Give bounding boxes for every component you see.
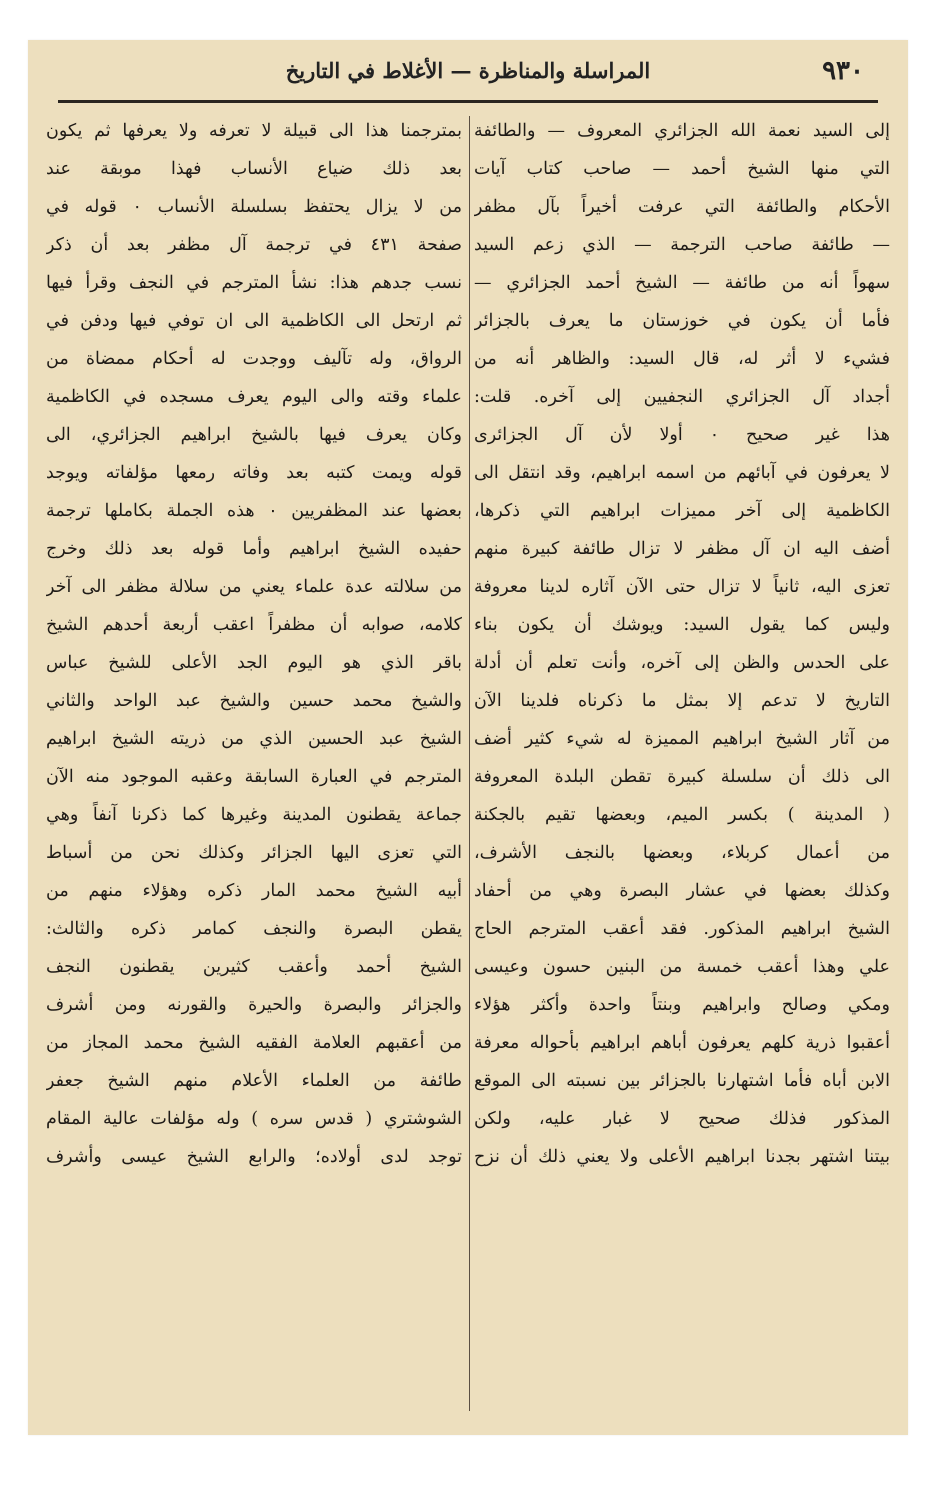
text-line: حفيده الشيخ ابراهيم وأما قوله بعد ذلك وخرج [46,539,462,559]
text-line: المذكور فذلك صحيح لا غبار عليه، ولكن [474,1109,890,1129]
text-line: أضف اليه ان آل مظفر لا تزال طائفة كبيرة منهم [474,539,890,559]
text-line: — طائفة صاحب الترجمة — الذي زعم السيد [474,235,890,255]
text-line: أبيه الشيخ محمد المار ذكره وهؤلاء منهم من [46,881,462,901]
text-line: علماء وقته والى اليوم يعرف مسجده في الكاظمية [46,387,462,407]
text-line: طائفة من العلماء الأعلام منهم الشيخ جعفر [46,1071,462,1091]
text-line: التي تعزى اليها الجزائر وكذلك نحن من أسباط [46,843,462,863]
text-line: علي وهذا أعقب خمسة من البنين حسون وعيسى [474,957,890,977]
page-header [58,54,878,100]
text-line: وكان يعرف فيها بالشيخ ابراهيم الجزائري، الى [46,425,462,445]
text-line: سهواً أنه من طائفة — الشيخ أحمد الجزائري — [474,273,890,293]
text-line: فشيء لا أثر له، قال السيد: والظاهر أنه من [474,349,890,369]
text-line: من آثار الشيخ ابراهيم المميزة له شيء كثير أضف [474,729,890,749]
text-line: أعقبوا ذرية كلهم يعرفون أباهم ابراهيم بأحواله معرفة [474,1033,890,1053]
text-line: الرواق، وله تآليف ووجدت له أحكام ممضاة من [46,349,462,369]
text-line: التي منها الشيخ أحمد — صاحب كتاب آيات [474,159,890,179]
book-page [28,40,908,1435]
column-divider [469,116,470,1411]
left-column [46,112,462,1415]
text-line: بعضها عند المظفريين ٠ هذه الجملة بكاملها ترجمة [46,501,462,521]
text-line: توجد لدى أولاده؛ والرابع الشيخ عيسى وأشرف [46,1147,462,1167]
text-line: من أعمال كربلاء، وبعضها بالنجف الأشرف، [474,843,890,863]
text-line: الابن أباه فأما اشتهارنا بالجزائر بين نسبته الى الموقع [474,1071,890,1091]
text-line: والجزائر والبصرة والحيرة والقورنه ومن أشرف [46,995,462,1015]
text-line: الشيخ عبد الحسين الذي من ذريته الشيخ ابراهيم [46,729,462,749]
text-line: وكذلك بعضها في عشار البصرة وهي من أحفاد [474,881,890,901]
text-line: بيتنا اشتهر بجدنا ابراهيم الأعلى ولا يعني ذلك أن نزح [474,1147,890,1167]
text-line: ( المدينة ) بكسر الميم، وبعضها تقيم بالجكنة [474,805,890,825]
text-line: لا يعرفون في آبائهم من اسمه ابراهيم، وقد انتقل الى [474,463,890,483]
text-line: الكاظمية إلى آخر مميزات ابراهيم التي ذكرها، [474,501,890,521]
text-line: بعد ذلك ضياع الأنساب فهذا موبقة عند [46,159,462,179]
text-line: فأما أن يكون في خوزستان ما يعرف بالجزائر [474,311,890,331]
text-line: باقر الذي هو اليوم الجد الأعلى للشيخ عباس [46,653,462,673]
running-title: المراسلة والمناظرة — الأغلاط في التاريخ [285,58,651,83]
header-rule [58,100,878,103]
text-line: الأحكام والطائفة التي عرفت أخيراً بآل مظفر [474,197,890,217]
text-line: قوله ويمت كتبه بعد وفاته رمعها مؤلفاته ويوجد [46,463,462,483]
text-line: الشيخ أحمد وأعقب كثيرين يقطنون النجف [46,957,462,977]
text-line: صفحة ٤٣١ في ترجمة آل مظفر بعد أن ذكر [46,235,462,255]
text-line: والشيخ محمد حسين والشيخ عبد الواحد والثاني [46,691,462,711]
text-line: بمترجمنا هذا الى قبيلة لا تعرفه ولا يعرفها ثم يكون [46,121,462,141]
text-line: وليس كما يقول السيد: ويوشك أن يكون بناء [474,615,890,635]
text-columns [46,112,890,1415]
text-line: على الحدس والظن إلى آخره، وأنت تعلم أن أدلة [474,653,890,673]
text-line: يقطن البصرة والنجف كمامر ذكره والثالث: [46,919,462,939]
text-line: المترجم في العبارة السابقة وعقبه الموجود منه الآن [46,767,462,787]
text-line: الشيخ ابراهيم المذكور. فقد أعقب المترجم الحاج [474,919,890,939]
text-line: من سلالته عدة علماء يعني من سلالة مظفر الى آخر [46,577,462,597]
text-line: أجداد آل الجزائري النجفيين إلى آخره. قلت: [474,387,890,407]
text-line: تعزى اليه، ثانياً لا تزال حتى الآن آثاره لدينا معروفة [474,577,890,597]
text-line: من لا يزال يحتفظ بسلسلة الأنساب ٠ قوله في [46,197,462,217]
text-line: الشوشتري ( قدس سره ) وله مؤلفات عالية المقام [46,1109,462,1129]
text-line: التاريخ لا تدعم إلا بمثل ما ذكرناه فلدينا الآن [474,691,890,711]
right-column [474,112,890,1415]
text-line: نسب جدهم هذا: نشأ المترجم في النجف وقرأ فيها [46,273,462,293]
text-line: إلى السيد نعمة الله الجزائري المعروف — والطائفة [474,121,890,141]
page-number: ٩٣٠ [822,56,864,86]
text-line: ومكي وصالح وابراهيم وبنتاً واحدة وأكثر هؤلاء [474,995,890,1015]
text-line: ثم ارتحل الى الكاظمية الى ان توفي فيها ودفن في [46,311,462,331]
text-line: جماعة يقطنون المدينة وغيرها كما ذكرنا آنفاً وهي [46,805,462,825]
text-line: من أعقبهم العلامة الفقيه الشيخ محمد المجاز من [46,1033,462,1053]
text-line: الى ذلك أن سلسلة كبيرة تقطن البلدة المعروفة [474,767,890,787]
text-line: كلامه، صوابه أن مظفراً اعقب أربعة أحدهم الشيخ [46,615,462,635]
text-line: هذا غير صحيح ٠ أولا لأن آل الجزائرى [474,425,890,445]
